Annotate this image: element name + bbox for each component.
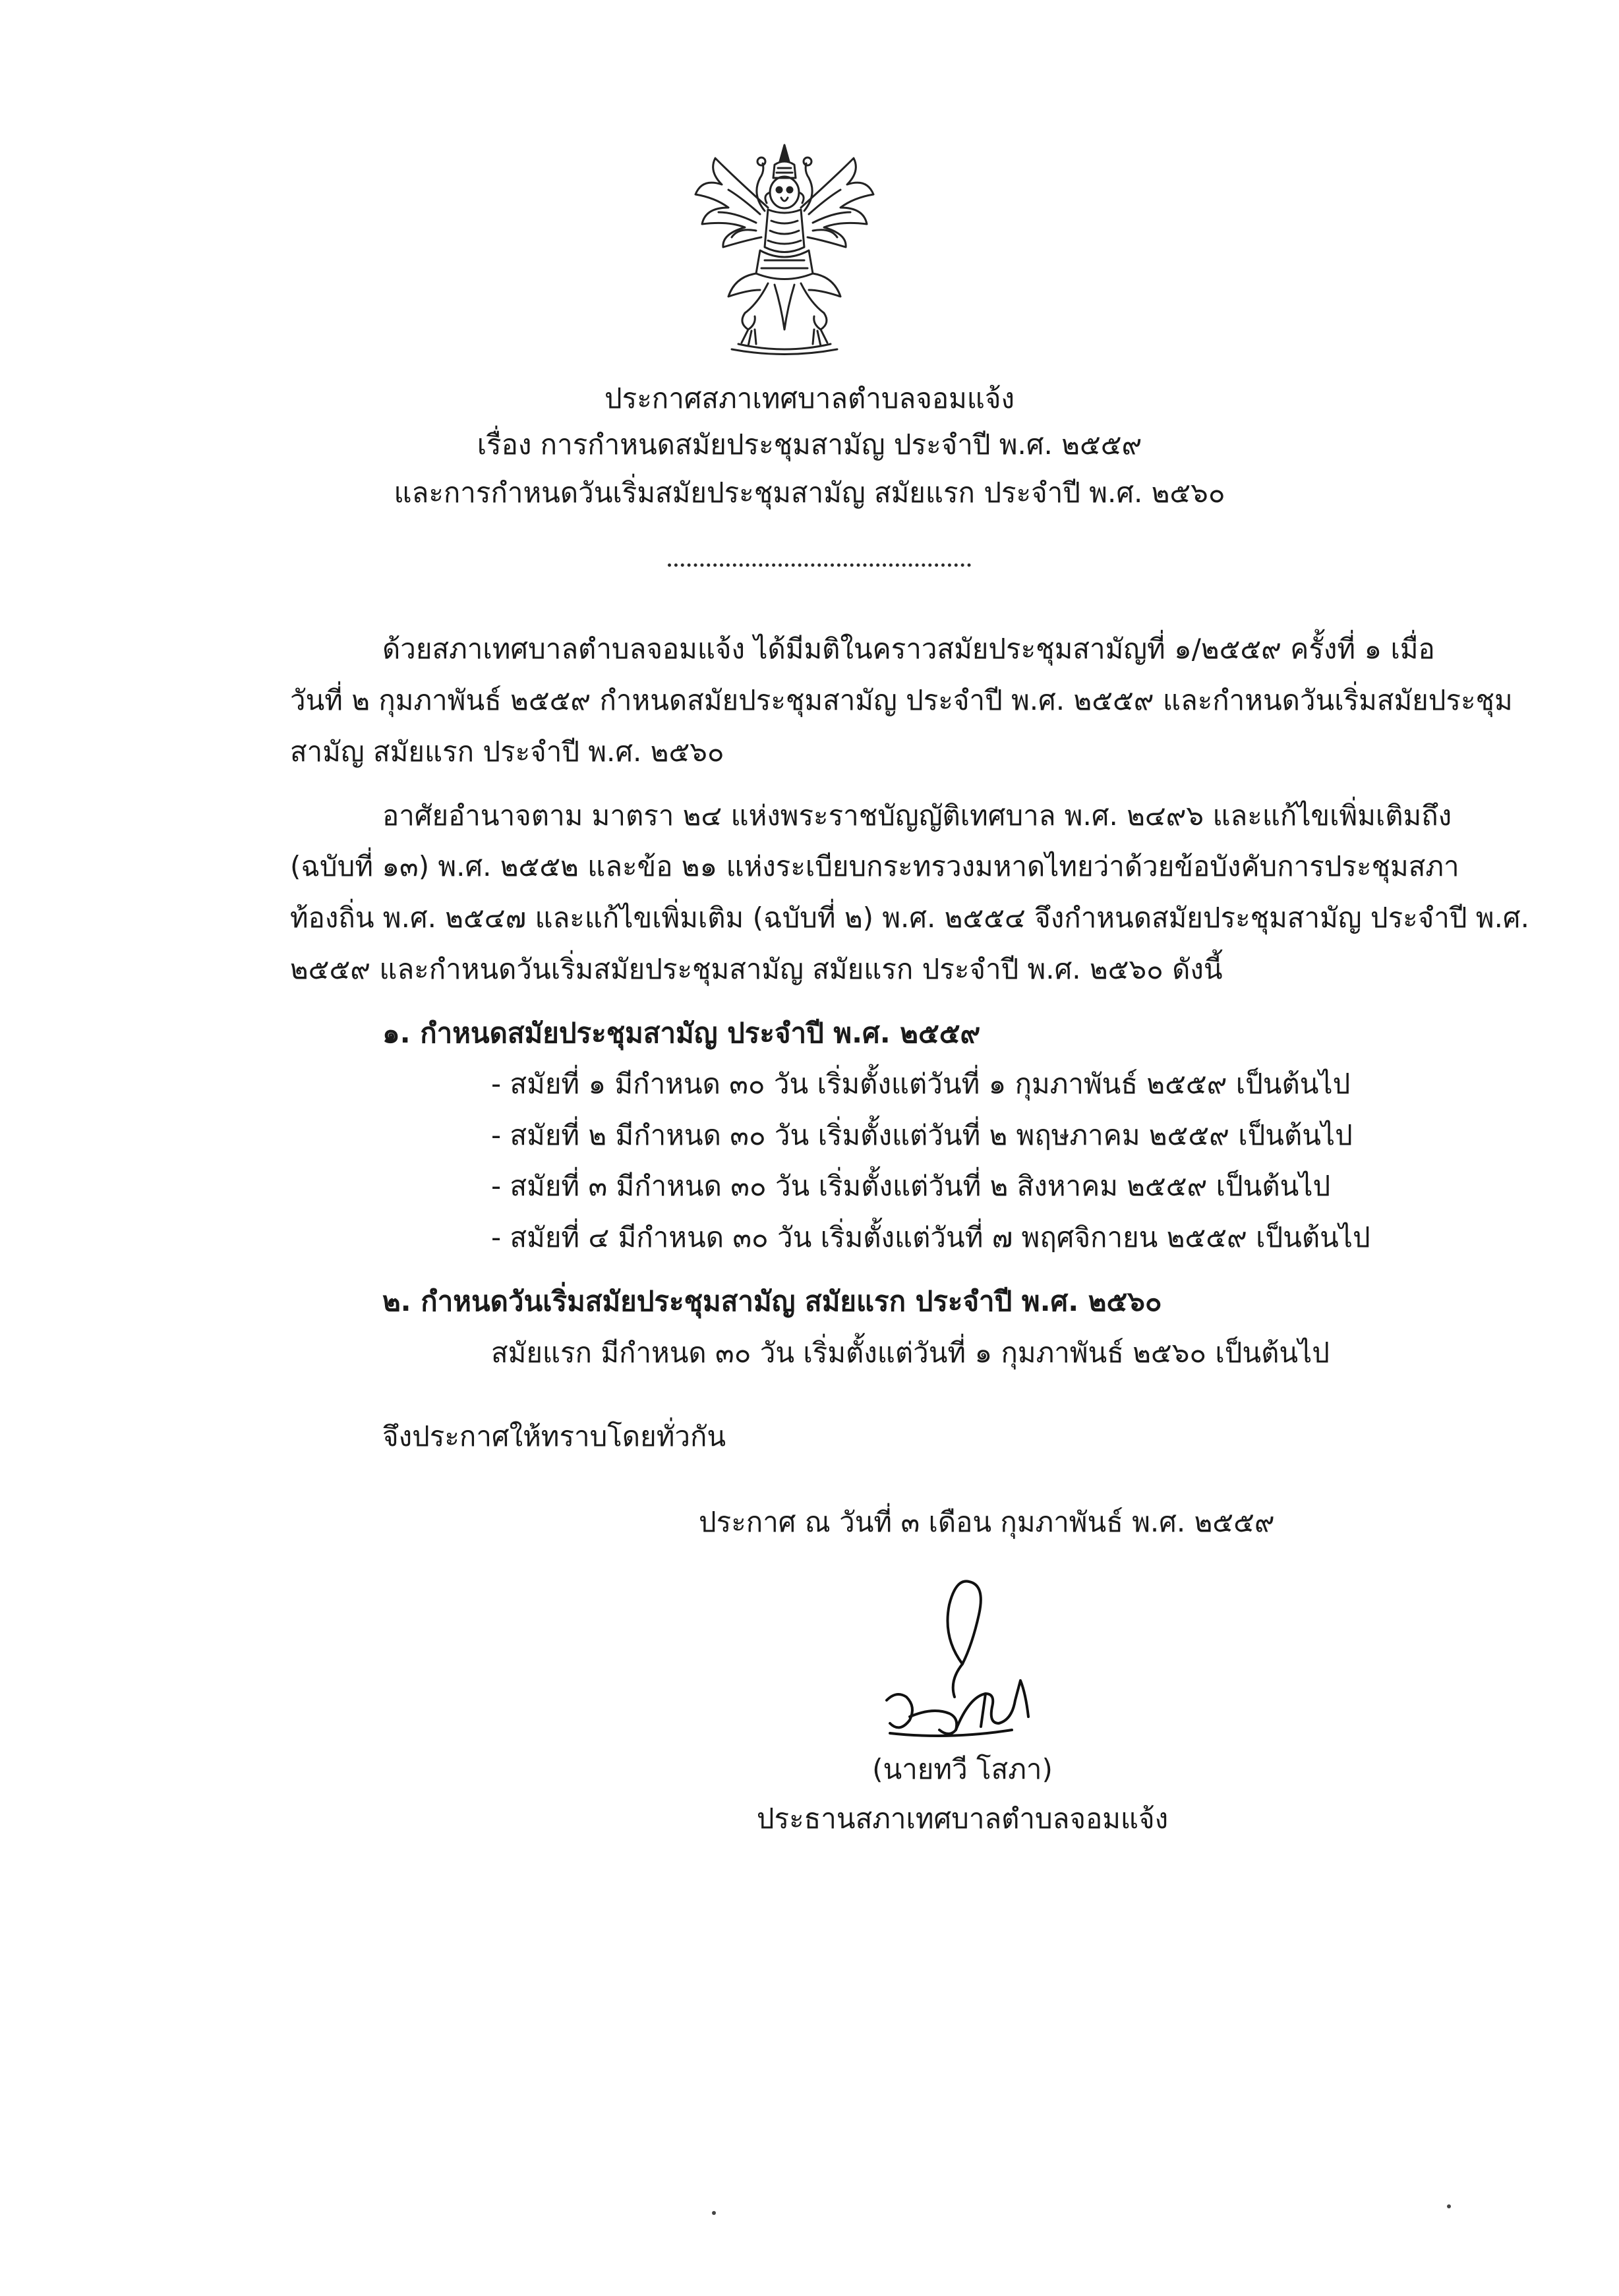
dotted-divider bbox=[668, 563, 971, 567]
paragraph-2-line-3: ท้องถิ่น พ.ศ. ๒๕๔๗ และแก้ไขเพิ่มเติม (ฉบับที่ ๒) พ.ศ. ๒๕๕๔ จึงกำหนดสมัยประชุมสามัญ ประจำปี พ.ศ. bbox=[290, 902, 1529, 934]
scan-speck bbox=[712, 2211, 716, 2215]
signer-name: (นายทวี โสภา) bbox=[872, 1753, 1053, 1785]
garuda-emblem-icon bbox=[682, 132, 887, 362]
announcement-date: ประกาศ ณ วันที่ ๓ เดือน กุมภาพันธ์ พ.ศ. ๒๕๕๙ bbox=[699, 1506, 1275, 1538]
subject-line-continued: และการกำหนดวันเริ่มสมัยประชุมสามัญ สมัยแรก ประจำปี พ.ศ. ๒๕๖๐ bbox=[394, 476, 1225, 509]
subject-line: เรื่อง การกำหนดสมัยประชุมสามัญ ประจำปี พ.ศ. ๒๕๕๙ bbox=[477, 428, 1142, 461]
closing-statement: จึงประกาศให้ทราบโดยทั่วกัน bbox=[382, 1420, 726, 1452]
paragraph-1-line-3: สามัญ สมัยแรก ประจำปี พ.ศ. ๒๕๖๐ bbox=[290, 735, 724, 768]
paragraph-1-line-1: ด้วยสภาเทศบาลตำบลจอมแจ้ง ได้มีมติในคราวสมัยประชุมสามัญที่ ๑/๒๕๕๙ ครั้งที่ ๑ เมื่อ bbox=[382, 633, 1435, 665]
section-1-item-4: - สมัยที่ ๔ มีกำหนด ๓๐ วัน เริ่มตั้งแต่วันที่ ๗ พฤศจิกายน ๒๕๕๙ เป็นต้นไป bbox=[491, 1221, 1370, 1253]
paragraph-1-line-2: วันที่ ๒ กุมภาพันธ์ ๒๕๕๙ กำหนดสมัยประชุมสามัญ ประจำปี พ.ศ. ๒๕๕๙ และกำหนดวันเริ่มสมัยประชุม bbox=[290, 684, 1513, 716]
section-2-heading: ๒. กำหนดวันเริ่มสมัยประชุมสามัญ สมัยแรก ประจำปี พ.ศ. ๒๕๖๐ bbox=[382, 1285, 1162, 1317]
section-1-item-3: - สมัยที่ ๓ มีกำหนด ๓๐ วัน เริ่มตั้งแต่วันที่ ๒ สิงหาคม ๒๕๕๙ เป็นต้นไป bbox=[491, 1170, 1331, 1202]
section-1-item-2: - สมัยที่ ๒ มีกำหนด ๓๐ วัน เริ่มตั้งแต่วันที่ ๒ พฤษภาคม ๒๕๕๙ เป็นต้นไป bbox=[491, 1119, 1353, 1151]
announcement-title: ประกาศสภาเทศบาลตำบลจอมแจ้ง bbox=[604, 382, 1015, 415]
section-1-item-1: - สมัยที่ ๑ มีกำหนด ๓๐ วัน เริ่มตั้งแต่วันที่ ๑ กุมภาพันธ์ ๒๕๕๙ เป็นต้นไป bbox=[491, 1068, 1351, 1100]
section-2-text: สมัยแรก มีกำหนด ๓๐ วัน เริ่มตั้งแต่วันที่ ๑ กุมภาพันธ์ ๒๕๖๐ เป็นต้นไป bbox=[491, 1336, 1330, 1369]
handwritten-signature-icon bbox=[870, 1565, 1048, 1756]
scan-speck bbox=[1447, 2204, 1451, 2208]
paragraph-2-line-2: (ฉบับที่ ๑๓) พ.ศ. ๒๕๕๒ และข้อ ๒๑ แห่งระเบียบกระทรวงมหาดไทยว่าด้วยข้อบังคับการประชุมสภา bbox=[290, 850, 1459, 882]
paragraph-2-line-4: ๒๕๕๙ และกำหนดวันเริ่มสมัยประชุมสามัญ สมัยแรก ประจำปี พ.ศ. ๒๕๖๐ ดังนี้ bbox=[290, 953, 1223, 985]
section-1-heading: ๑. กำหนดสมัยประชุมสามัญ ประจำปี พ.ศ. ๒๕๕๙ bbox=[382, 1017, 981, 1049]
signer-title: ประธานสภาเทศบาลตำบลจอมแจ้ง bbox=[756, 1802, 1169, 1835]
paragraph-2-line-1: อาศัยอำนาจตาม มาตรา ๒๔ แห่งพระราชบัญญัติเทศบาล พ.ศ. ๒๔๙๖ และแก้ไขเพิ่มเติมถึง bbox=[382, 799, 1452, 832]
